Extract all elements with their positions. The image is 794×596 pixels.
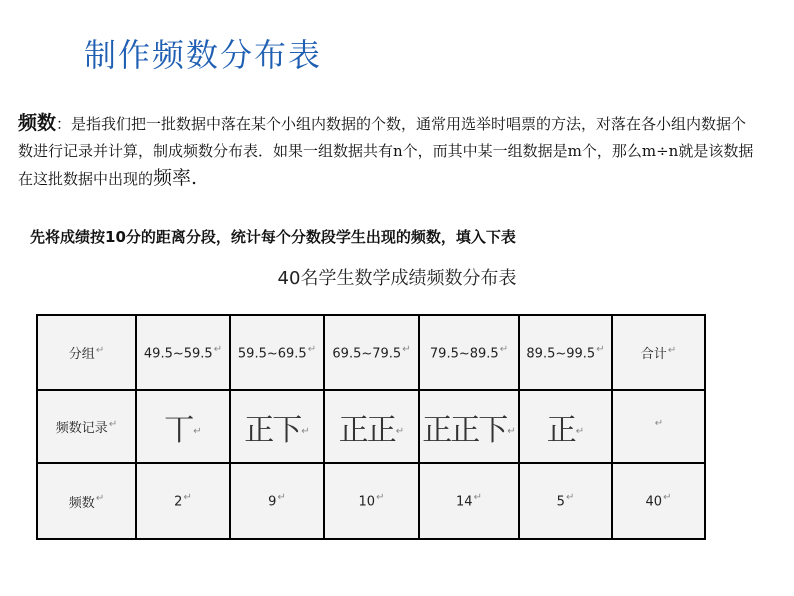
tally-mark: 正正下 (422, 412, 507, 448)
table-cell: 69.5~79.5↵ (324, 315, 419, 390)
table-cell: 频数↵ (37, 463, 136, 539)
table-cell: 89.5~99.5↵ (519, 315, 612, 390)
table-cell: 5↵ (519, 463, 612, 539)
table-cell: 分组↵ (37, 315, 136, 390)
table-cell: 9↵ (230, 463, 324, 539)
tally-mark: 丅 (164, 412, 193, 448)
definition-term: 频数 (18, 112, 57, 134)
table-cell: 2↵ (136, 463, 230, 539)
table-cell: 频数记录↵ (37, 390, 136, 463)
table-cell: 40↵ (612, 463, 705, 539)
table-row-frequency (37, 463, 705, 539)
definition-tail: 频率. (153, 167, 198, 189)
instruction-text: 先将成绩按10分的距离分段，统计每个分数段学生出现的频数，填入下表 (30, 228, 516, 246)
tally-cell: 正↵ (519, 390, 612, 463)
definition-body: ：是指我们把一批数据中落在某个小组内数据的个数，通常用选举时唱票的方法，对落在各小组内数据个数进行记录并计算，制成频数分布表．如果一组数据共有n个，而其中某一组数据是m个，那么m÷n就是该数据在这批数据中出现的 (18, 115, 754, 188)
tally-cell: 正正↵ (324, 390, 419, 463)
table-cell: 14↵ (419, 463, 519, 539)
table-cell: 59.5~69.5↵ (230, 315, 324, 390)
table-caption: 40名学生数学成绩频数分布表 (277, 268, 517, 289)
tally-mark: 正 (546, 412, 575, 448)
tally-cell: 丅↵ (136, 390, 230, 463)
table-cell: 10↵ (324, 463, 419, 539)
page-title: 制作频数分布表 (84, 36, 323, 74)
table-row-header (37, 315, 705, 390)
table-cell: ↵ (612, 390, 705, 463)
tally-mark: 正下 (244, 412, 301, 448)
table-row-tally (37, 390, 705, 463)
table-cell: 79.5~89.5↵ (419, 315, 519, 390)
table-cell: 49.5~59.5↵ (136, 315, 230, 390)
definition-paragraph (18, 110, 758, 193)
table-cell: 合计↵ (612, 315, 705, 390)
frequency-table-container (36, 314, 706, 540)
tally-cell: 正下↵ (230, 390, 324, 463)
frequency-table (36, 314, 706, 540)
tally-mark: 正正 (338, 412, 395, 448)
tally-cell: 正正下↵ (419, 390, 519, 463)
